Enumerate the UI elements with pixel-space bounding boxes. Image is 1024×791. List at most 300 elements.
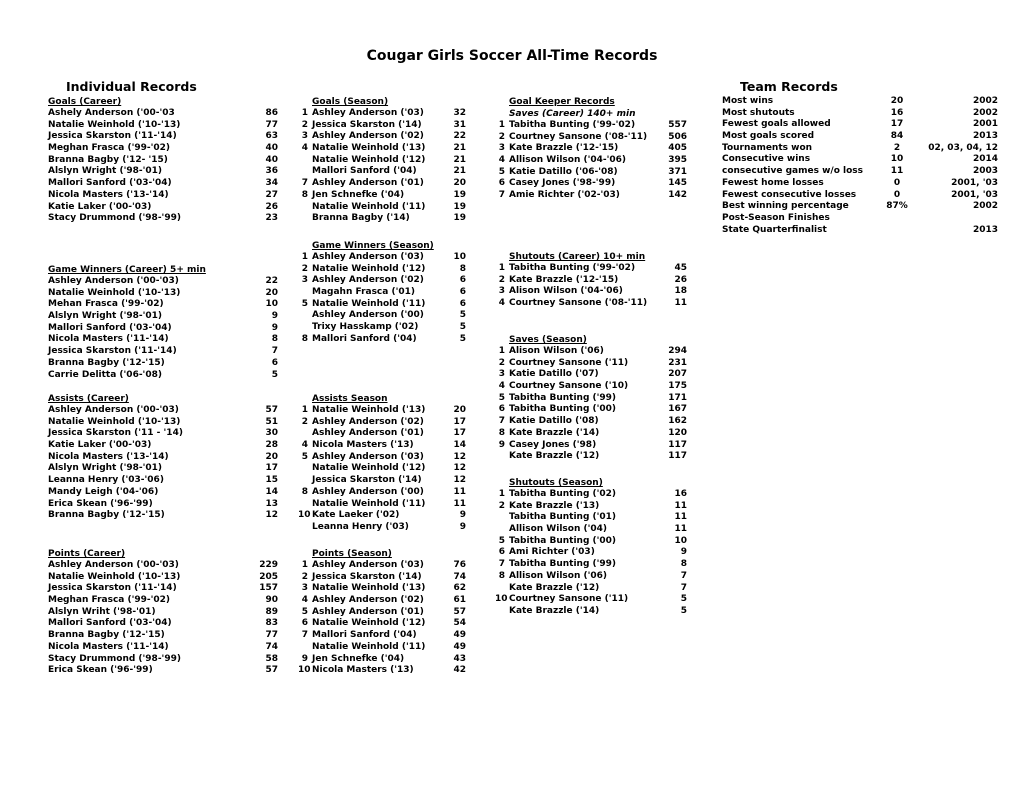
record-row (48, 311, 278, 323)
record-value: 86 (265, 108, 278, 118)
record-value: 12 (265, 510, 278, 521)
team-record-label: Tournaments won (722, 142, 813, 153)
record-row (298, 642, 468, 654)
record-value: 294 (668, 346, 687, 356)
team-record-value: 84 (890, 131, 904, 142)
record-row (298, 499, 468, 511)
record-value: 405 (668, 143, 687, 154)
shutouts-career-table (495, 251, 695, 310)
record-row (298, 334, 468, 346)
record-row (495, 120, 695, 132)
record-row (298, 572, 468, 584)
record-value: 5 (680, 594, 687, 605)
record-row (495, 369, 695, 381)
record-value: 89 (265, 606, 278, 617)
record-value: 28 (265, 440, 278, 451)
record-name: Ashley Anderson ('00-'03) (48, 560, 179, 570)
record-value: 171 (668, 392, 687, 403)
record-name: Magahn Frasca ('01) (312, 287, 415, 298)
record-row (298, 178, 468, 190)
record-name: Natalie Weinhold ('11) (312, 298, 426, 309)
record-value: 40 (265, 143, 278, 154)
team-record-year: 2002 (972, 107, 998, 118)
team-record-value: 10 (890, 154, 904, 165)
team-record-value: 20 (890, 96, 904, 106)
record-name: Casey Jones ('98-'99) (509, 178, 616, 189)
record-value: 120 (668, 427, 687, 438)
record-value: 5 (680, 605, 687, 616)
record-rank: 4 (498, 155, 505, 166)
saves-season-table (495, 334, 695, 463)
record-rank: 4 (498, 381, 505, 392)
table-header: Shutouts (Career) 10+ min (509, 252, 646, 262)
record-name: Katie Laker ('00-'03) (48, 440, 152, 451)
record-row (495, 416, 695, 428)
goals-career-table (48, 96, 278, 225)
record-name: Jessica Skarston ('14) (312, 475, 422, 486)
record-name: Branna Bagby ('12-'15) (48, 510, 165, 521)
record-value: 11 (453, 498, 466, 509)
record-value: 15 (265, 475, 278, 486)
record-row (495, 547, 695, 559)
record-name: Stacy Drummond ('98-'99) (48, 653, 181, 664)
table-header: Goals (Season) (312, 97, 389, 107)
record-name: Amie Richter ('02-'03) (509, 190, 620, 201)
record-name: Nicola Masters ('13) (312, 665, 414, 676)
record-rank: 1 (498, 346, 505, 356)
team-record-year: 2002 (972, 201, 998, 212)
record-row (298, 595, 468, 607)
record-name: Katie Datillo ('07) (509, 369, 599, 380)
record-row (298, 607, 468, 619)
table-header: Saves (Season) (509, 335, 587, 345)
record-name: Tabitha Bunting ('02) (509, 489, 617, 499)
record-row (495, 286, 695, 298)
record-name: Mallori Sanford ('04) (312, 166, 417, 177)
record-value: 74 (265, 641, 278, 652)
record-name: Courtney Sansone ('08-'11) (509, 131, 648, 142)
record-row (495, 451, 695, 463)
record-name: Casey Jones ('98) (509, 439, 597, 450)
record-value: 13 (265, 498, 278, 509)
record-value: 157 (259, 583, 278, 594)
record-rank: 2 (301, 263, 308, 274)
record-row (298, 131, 468, 143)
record-name: Courtney Sansone ('10) (509, 381, 629, 392)
record-rank: 3 (301, 275, 308, 286)
record-value: 57 (453, 606, 466, 617)
record-row (48, 166, 278, 178)
team-record-row (722, 119, 1022, 131)
record-row (48, 120, 278, 132)
team-record-row (722, 166, 1022, 178)
record-row (48, 346, 278, 358)
record-name: Kate Brazzle ('12-'15) (509, 143, 619, 154)
record-row (298, 120, 468, 132)
record-rank: 1 (301, 560, 308, 570)
record-rank: 5 (498, 535, 505, 546)
record-name: Alslyn Wright ('98-'01) (48, 166, 162, 177)
record-name: Kate Brazzle ('14) (509, 605, 600, 616)
record-row (48, 475, 278, 487)
record-row (495, 275, 695, 287)
table-header: Shutouts (Season) (509, 478, 603, 488)
record-name: Kate Laeker ('02) (312, 510, 400, 521)
record-rank: 1 (301, 108, 308, 118)
team-record-value: 16 (890, 107, 904, 118)
record-name: Courtney Sansone ('11) (509, 594, 629, 605)
record-name: Trixy Hasskamp ('02) (312, 322, 419, 333)
record-rank: 4 (498, 298, 505, 309)
record-name: Ashley Anderson ('03) (312, 252, 424, 262)
team-record-label: Most wins (722, 96, 774, 106)
record-value: 18 (674, 286, 687, 297)
record-rank: 2 (301, 571, 308, 582)
record-value: 32 (453, 108, 466, 118)
record-name: Ashley Anderson ('02) (312, 595, 424, 606)
record-row (495, 536, 695, 548)
record-value: 17 (453, 428, 466, 439)
record-name: Ashley Anderson ('03) (312, 108, 424, 118)
record-row (48, 131, 278, 143)
record-value: 27 (265, 189, 278, 200)
record-row (298, 166, 468, 178)
record-value: 14 (453, 440, 466, 451)
record-name: Nicola Masters ('11-'14) (48, 641, 169, 652)
record-row (495, 178, 695, 190)
record-value: 9 (459, 521, 466, 532)
table-subheader: Saves (Career) 140+ min (509, 109, 636, 119)
record-name: Natalie Weinhold ('10-'13) (48, 416, 181, 427)
record-rank: 9 (498, 439, 505, 450)
record-name: Ashley Anderson ('00) (312, 310, 424, 321)
record-rank: 1 (301, 405, 308, 415)
record-value: 7 (680, 570, 687, 581)
record-name: Natalie Weinhold ('11) (312, 201, 426, 212)
record-rank: 5 (301, 298, 308, 309)
record-value: 9 (271, 322, 278, 333)
record-name: Meghan Frasca ('99-'02) (48, 143, 171, 154)
record-row (48, 143, 278, 155)
record-rank: 4 (301, 143, 308, 154)
record-row (298, 560, 468, 572)
record-rank: 7 (498, 190, 505, 201)
record-name: Tabitha Bunting ('99-'02) (509, 120, 636, 130)
record-name: Mehan Frasca ('99-'02) (48, 299, 164, 310)
record-rank: 1 (498, 489, 505, 499)
record-rank: 6 (498, 178, 505, 189)
record-name: Katie Laker ('00-'03) (48, 201, 152, 212)
record-value: 9 (680, 547, 687, 558)
record-name: Branna Bagby ('14) (312, 213, 410, 224)
record-value: 9 (271, 311, 278, 322)
record-name: Nicola Masters ('13-'14) (48, 189, 169, 200)
record-row (48, 417, 278, 429)
record-row (48, 178, 278, 190)
record-name: Natalie Weinhold ('10-'13) (48, 287, 181, 298)
record-row (48, 190, 278, 202)
record-value: 77 (265, 630, 278, 641)
record-row (48, 358, 278, 370)
record-value: 17 (453, 416, 466, 427)
record-value: 22 (453, 131, 466, 142)
record-name: Ashley Anderson ('00-'03) (48, 405, 179, 415)
record-name: Branna Bagby ('12-'15) (48, 630, 165, 641)
record-value: 76 (453, 560, 466, 570)
record-name: Ashley Anderson ('02) (312, 416, 424, 427)
table-header: Game Winners (Season) (312, 241, 434, 251)
record-value: 8 (459, 263, 466, 274)
record-name: Jessica Skarston ('14) (312, 571, 422, 582)
record-value: 43 (453, 653, 466, 664)
record-name: Kate Brazzle ('12-'15) (509, 274, 619, 285)
team-record-row (722, 108, 1022, 120)
record-row (495, 381, 695, 393)
record-row (495, 594, 695, 606)
record-value: 10 (453, 252, 466, 262)
record-row (48, 654, 278, 666)
record-row (48, 560, 278, 572)
record-row (298, 252, 468, 264)
record-name: Jen Schnefke ('04) (312, 653, 405, 664)
record-value: 40 (265, 154, 278, 165)
record-name: Natalie Weinhold ('13) (312, 143, 426, 154)
record-value: 11 (674, 512, 687, 523)
record-row (48, 487, 278, 499)
team-record-row (722, 201, 1022, 213)
record-name: Ashley Anderson ('01) (312, 428, 424, 439)
record-rank: 2 (301, 119, 308, 130)
record-row (48, 276, 278, 288)
record-row (495, 167, 695, 179)
team-record-label: Fewest home losses (722, 177, 824, 188)
points-season-table (298, 548, 468, 677)
record-row (48, 370, 278, 382)
team-record-row (722, 190, 1022, 202)
record-row (495, 559, 695, 571)
record-row (495, 132, 695, 144)
record-row (298, 202, 468, 214)
record-row (298, 275, 468, 287)
record-name: Courtney Sansone ('08-'11) (509, 298, 648, 309)
team-record-year: 02, 03, 04, 12 (928, 142, 998, 153)
record-row (48, 665, 278, 677)
team-record-label: Fewest consecutive losses (722, 189, 857, 200)
record-row (298, 264, 468, 276)
record-row (495, 404, 695, 416)
record-value: 14 (265, 486, 278, 497)
record-name: Nicola Masters ('13-'14) (48, 451, 169, 462)
record-row (48, 583, 278, 595)
record-name: Ashley Anderson ('01) (312, 606, 424, 617)
table-header: Points (Season) (312, 549, 392, 559)
record-value: 58 (265, 653, 278, 664)
record-value: 6 (459, 298, 466, 309)
team-record-row (722, 96, 1022, 108)
record-value: 51 (265, 416, 278, 427)
record-value: 20 (265, 451, 278, 462)
record-row (495, 571, 695, 583)
team-record-label: Post-Season Finishes (722, 212, 830, 223)
record-name: Branna Bagby ('12- '15) (48, 154, 168, 165)
record-name: Alison Wilson ('06) (509, 346, 604, 356)
record-name: Jessica Skarston ('14) (312, 119, 422, 130)
record-name: Ashley Anderson ('03) (312, 451, 424, 462)
table-header: Assists Season (312, 394, 388, 404)
record-value: 5 (271, 369, 278, 380)
record-row (495, 298, 695, 310)
record-rank: 8 (498, 427, 505, 438)
record-value: 77 (265, 119, 278, 130)
record-row (298, 630, 468, 642)
record-value: 54 (453, 618, 466, 629)
record-row (495, 428, 695, 440)
team-record-row (722, 225, 1022, 237)
record-name: Mallori Sanford ('03-'04) (48, 618, 172, 629)
record-row (298, 583, 468, 595)
goals-season-table (298, 96, 468, 225)
record-value: 34 (265, 178, 278, 189)
record-value: 5 (459, 322, 466, 333)
record-row (48, 642, 278, 654)
record-row (495, 143, 695, 155)
team-record-value: 2 (893, 142, 901, 153)
record-name: Alison Wilson ('04-'06) (509, 286, 623, 297)
record-value: 57 (265, 665, 278, 676)
record-value: 74 (453, 571, 466, 582)
record-name: Jessica Skarston ('11 - '14) (48, 428, 183, 439)
table-header: Assists (Career) (48, 394, 129, 404)
record-rank: 5 (301, 451, 308, 462)
record-name: Ashley Anderson ('02) (312, 131, 424, 142)
record-name: Tabitha Bunting ('01) (509, 512, 617, 523)
record-row (495, 524, 695, 536)
page-title: Cougar Girls Soccer All-Time Records (366, 48, 658, 64)
record-value: 11 (674, 524, 687, 535)
record-row (48, 607, 278, 619)
record-value: 30 (265, 428, 278, 439)
record-value: 49 (453, 630, 466, 641)
record-name: Nicola Masters ('13) (312, 440, 414, 451)
record-value: 175 (668, 381, 687, 392)
record-rank: 8 (301, 486, 308, 497)
record-rank: 2 (498, 357, 505, 368)
record-row (495, 346, 695, 358)
record-row (48, 428, 278, 440)
record-value: 10 (674, 535, 687, 546)
record-rank: 5 (498, 392, 505, 403)
team-record-row (722, 131, 1022, 143)
record-rank: 3 (301, 583, 308, 594)
record-name: Katie Datillo ('08) (509, 416, 599, 427)
record-value: 7 (680, 582, 687, 593)
record-value: 21 (453, 154, 466, 165)
team-record-label: consecutive games w/o loss (722, 166, 864, 177)
assists-season-table (298, 393, 468, 534)
record-rank: 2 (498, 500, 505, 511)
record-row (48, 630, 278, 642)
record-name: Natalie Weinhold ('12) (312, 463, 426, 474)
record-rank: 6 (498, 404, 505, 415)
record-rank: 10 (298, 510, 311, 521)
record-rank: 3 (301, 131, 308, 142)
record-name: Leanna Henry ('03) (312, 521, 409, 532)
record-name: Allison Wilson ('06) (509, 570, 607, 581)
team-record-value: 17 (890, 119, 904, 130)
record-row (48, 405, 278, 417)
record-value: 19 (453, 213, 466, 224)
record-value: 10 (265, 299, 278, 310)
record-row (48, 595, 278, 607)
record-name: Tabitha Bunting ('99) (509, 392, 617, 403)
record-name: Nicola Masters ('11-'14) (48, 334, 169, 345)
record-name: Kate Brazzle ('12) (509, 451, 600, 462)
record-name: Ashley Anderson ('00) (312, 486, 424, 497)
record-rank: 3 (498, 143, 505, 154)
team-record-year: 2003 (972, 166, 998, 177)
team-record-year: 2013 (972, 131, 998, 142)
team-records-table (722, 96, 1022, 236)
record-rank: 3 (498, 286, 505, 297)
record-value: 42 (453, 665, 466, 676)
record-value: 557 (668, 120, 687, 130)
record-value: 20 (265, 287, 278, 298)
record-value: 207 (668, 369, 687, 380)
record-value: 22 (265, 276, 278, 286)
record-value: 12 (453, 475, 466, 486)
record-row (48, 499, 278, 511)
record-name: Tabitha Bunting ('99) (509, 559, 617, 570)
record-rank: 10 (495, 594, 508, 605)
record-row (495, 512, 695, 524)
record-row (48, 510, 278, 522)
record-name: Natalie Weinhold ('12) (312, 263, 426, 274)
table-header: Game Winners (Career) 5+ min (48, 265, 206, 275)
team-records-title: Team Records (740, 79, 838, 94)
record-value: 229 (259, 560, 278, 570)
record-name: Jessica Skarston ('11-'14) (48, 583, 177, 594)
record-name: Natalie Weinhold ('13) (312, 583, 426, 594)
record-name: Natalie Weinhold ('10-'13) (48, 571, 181, 582)
record-rank: 5 (301, 606, 308, 617)
record-row (298, 665, 468, 677)
team-record-year: 2001, '03 (951, 177, 998, 188)
record-value: 205 (259, 571, 278, 582)
record-value: 162 (668, 416, 687, 427)
record-value: 16 (674, 489, 687, 499)
team-record-value: 0 (893, 189, 901, 200)
record-name: Mallori Sanford ('03-'04) (48, 322, 172, 333)
record-value: 31 (453, 119, 466, 130)
record-name: Natalie Weinhold ('13) (312, 405, 426, 415)
record-name: Natalie Weinhold ('11) (312, 641, 426, 652)
record-name: Natalie Weinhold ('11) (312, 498, 426, 509)
record-row (298, 510, 468, 522)
record-value: 6 (271, 357, 278, 368)
record-value: 45 (674, 263, 687, 273)
record-value: 5 (459, 333, 466, 344)
record-name: Mallori Sanford ('03-'04) (48, 178, 172, 189)
record-rank: 1 (301, 252, 308, 262)
record-value: 26 (674, 274, 687, 285)
team-record-row (722, 213, 1022, 225)
record-name: Alslyn Wright ('98-'01) (48, 463, 162, 474)
record-value: 6 (459, 275, 466, 286)
record-value: 117 (668, 439, 687, 450)
points-career-table (48, 548, 278, 677)
record-row (48, 155, 278, 167)
record-rank: 8 (498, 570, 505, 581)
